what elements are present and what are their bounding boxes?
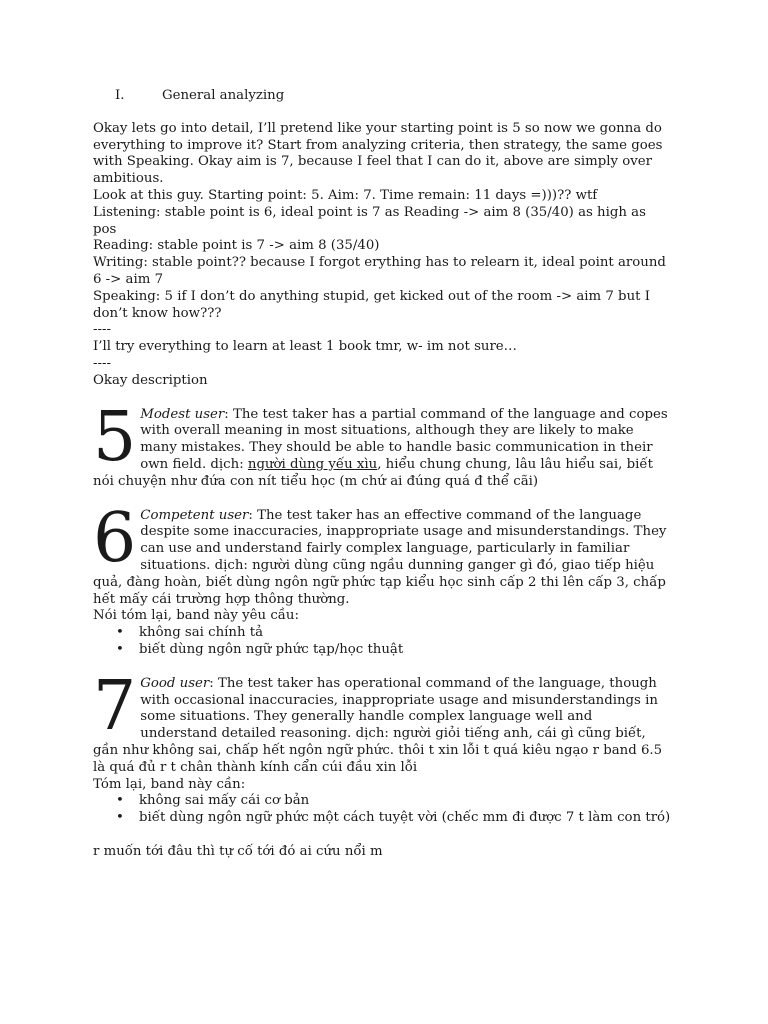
band-7-dropcap: 7 (93, 666, 137, 746)
intro-look: Look at this guy. Starting point: 5. Aim: 7. Time remain: 11 days =)))?? wtf (93, 187, 598, 203)
list-item: • không sai chính tả (139, 625, 673, 642)
reading-line: Reading: stable point is 7 -> aim 8 (35/40) (93, 238, 380, 254)
band-7-desc: : The test taker has operational command of the language, though with occasional inaccuracies, inappropriate usage and misunderstandings in some situations. They generally handle complex language well and understand detailed reasoning. dịch: người giỏi tiếng anh, cái gì cũng biết, gần như không sai, chấp hết ngôn ngữ phức. thôi t xin lỗi t quá kiêu ngạo r band 6.5 là quá đủ r t chân thành kính cẩn cúi đầu xin lỗi (93, 675, 663, 775)
band-6-dropcap: 6 (93, 498, 137, 578)
band-7-summary: Tóm lại, band này cần: (93, 776, 246, 792)
listening-line: Listening: stable point is 6, ideal point is 7 as Reading -> aim 8 (35/40) as high as pos (93, 204, 646, 237)
separator: ---- (93, 355, 111, 371)
list-item: • không sai mấy cái cơ bản (139, 793, 673, 810)
band-5-title: Modest user (140, 406, 225, 422)
band-6-dich: dịch: người dùng cũng ngầu dunning ganger gì đó, giao tiếp hiệu quả, đàng hoàn, biết dùng ngôn ngữ phức tạp kiểu học sinh cấp 2 thi lên cấp 3, chấp hết mấy cái trường hợp thông thường. (93, 557, 666, 607)
band-6-section (93, 498, 673, 659)
band-5-dich-label: dịch: (210, 456, 248, 472)
band-6-desc: : The test taker has an effective command of the language despite some inaccuracies, inappropriate usage and misunderstandings. They can use and understand fairly complex language, particularly in familiar situations. (140, 507, 667, 573)
band-6-summary: Nói tóm lại, band này yêu cầu: (93, 608, 299, 624)
document-page (93, 88, 673, 861)
writing-line: Writing: stable point?? because I forgot erything has to relearn it, ideal point around 6 -> aim 7 (93, 255, 666, 287)
closing-line: r muốn tới đâu thì tự cố tới đó ai cứu nổi m (93, 843, 383, 859)
heading-title: General analyzing (162, 88, 285, 103)
band-7-title: Good user (140, 675, 210, 691)
description-label: Okay description (93, 372, 208, 388)
list-item: • biết dùng ngôn ngữ phức tạp/học thuật (139, 642, 673, 659)
intro-paragraph: Okay lets go into detail, I’ll pretend like your starting point is 5 so now we gonna do everything to improve it? Start from analyzing criteria, then strategy, the same goes with Speaking. Okay aim is 7, because I feel that I can do it, above are simply over ambitious. (93, 120, 663, 187)
band-5-desc: : The test taker has a partial command of the language and copes with overall meaning in most situations, although they are likely to make many mistakes. They should be able to handle basic communication in their own field. (140, 406, 668, 472)
band-5-section (93, 397, 673, 491)
band-7-section (93, 666, 673, 827)
speaking-line: Speaking: 5 if I don’t do anything stupid, get kicked out of the room -> aim 7 but I don’t know how??? (93, 288, 650, 321)
band-5-dropcap: 5 (93, 397, 137, 477)
band-5-description (93, 397, 673, 491)
section-heading (115, 88, 673, 105)
band-6-title: Competent user (140, 507, 249, 523)
heading-number: I. (115, 88, 125, 103)
band-7-bullet-list (93, 793, 673, 827)
band-5-dich-rest: , hiểu chung chung, lâu lâu hiểu sai, biết nói chuyện như đứa con nít tiểu học (m chứ ai đúng quá đ thể cãi) (93, 456, 653, 489)
band-6-description (93, 498, 673, 609)
plan-line: I’ll try everything to learn at least 1 book tmr, w- im not sure… (93, 339, 517, 355)
separator: ---- (93, 322, 111, 338)
band-6-bullet-list (93, 625, 673, 659)
band-7-description (93, 666, 673, 777)
list-item: • biết dùng ngôn ngữ phức một cách tuyệt vời (chếc mm đi được 7 t làm con tró) (139, 810, 673, 827)
band-5-dich-underlined: người dùng yếu xìu (247, 456, 378, 472)
